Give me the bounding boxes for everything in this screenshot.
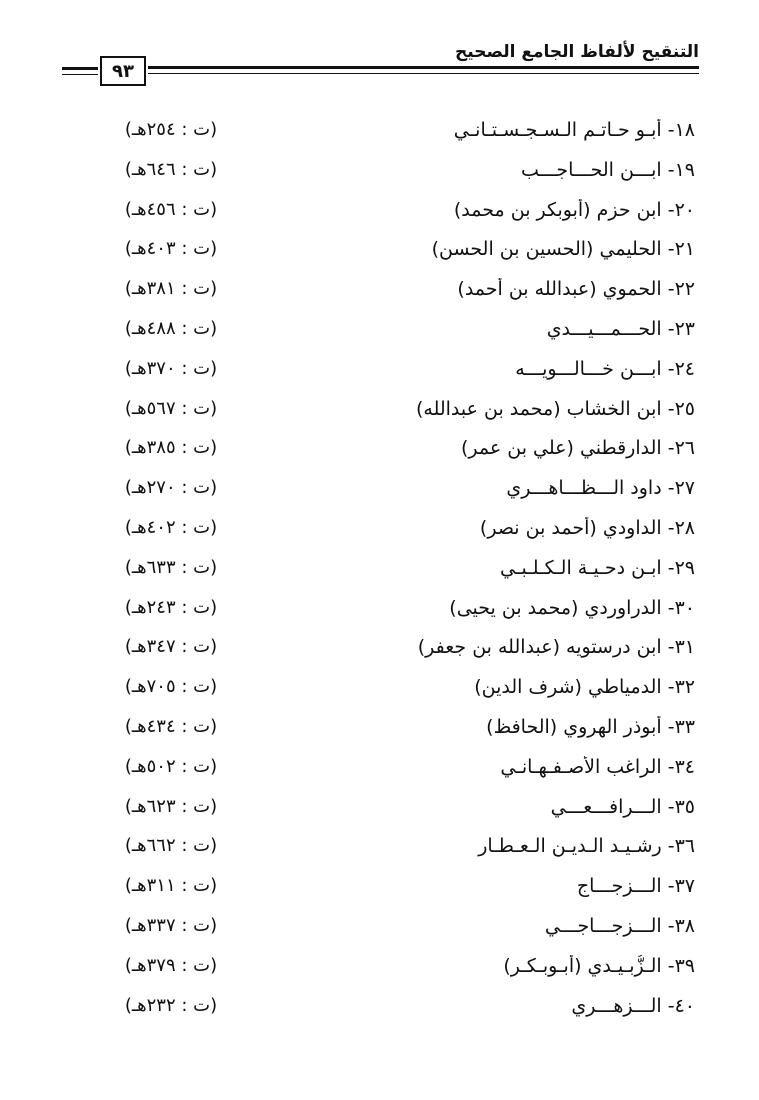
list-item bbox=[0, 551, 759, 591]
entry-name: ٢٨- الداودي (أحمد بن نصر) bbox=[479, 516, 695, 539]
entry-name: ٢١- الحليمي (الحسين بن الحسن) bbox=[431, 238, 695, 261]
list-item bbox=[0, 790, 759, 830]
entry-death-date: (ت : ٣٤٧هـ) bbox=[124, 636, 218, 658]
list-item bbox=[0, 591, 759, 631]
entry-death-date: (ت : ٢٧٠هـ) bbox=[124, 477, 218, 499]
entry-name: ٣٨- الـــزجـــاجـــي bbox=[544, 914, 695, 937]
entry-name: ٣٠- الدراوردي (محمد بن يحيى) bbox=[449, 596, 695, 619]
entry-death-date: (ت : ٤٠٢هـ) bbox=[124, 516, 218, 538]
entry-death-date: (ت : ٤٨٨هـ) bbox=[124, 317, 218, 339]
entry-name: ٣٧- الـــزجـــاج bbox=[576, 875, 695, 898]
entry-name: ٢٦- الدارقطني (علي بن عمر) bbox=[460, 437, 695, 460]
header-rule-left-thin bbox=[62, 74, 98, 75]
header-rule-thin bbox=[148, 73, 699, 74]
list-item bbox=[0, 750, 759, 790]
list-item bbox=[0, 511, 759, 551]
entry-death-date: (ت : ٣١١هـ) bbox=[124, 875, 218, 897]
list-item bbox=[0, 431, 759, 471]
list-item bbox=[0, 471, 759, 511]
list-item bbox=[0, 272, 759, 312]
entry-death-date: (ت : ٧٠٥هـ) bbox=[124, 676, 218, 698]
list-item bbox=[0, 392, 759, 432]
entry-name: ٢٤- ابـــن خـــالـــويـــه bbox=[515, 357, 695, 380]
entries-list bbox=[0, 113, 759, 1028]
entry-death-date: (ت : ٣٨٥هـ) bbox=[124, 437, 218, 459]
entry-death-date: (ت : ٥٦٧هـ) bbox=[124, 397, 218, 419]
entry-name: ٢٣- الحـــمـــيـــدي bbox=[546, 317, 695, 340]
list-item bbox=[0, 909, 759, 949]
list-item bbox=[0, 630, 759, 670]
list-item bbox=[0, 670, 759, 710]
entry-death-date: (ت : ٤٣٤هـ) bbox=[124, 715, 218, 737]
entry-death-date: (ت : ٣٣٧هـ) bbox=[124, 914, 218, 936]
entry-name: ٣١- ابن درستويه (عبدالله بن جعفر) bbox=[417, 636, 695, 659]
entry-name: ٣٣- أبوذر الهروي (الحافظ) bbox=[486, 715, 695, 738]
list-item bbox=[0, 312, 759, 352]
list-item bbox=[0, 710, 759, 750]
entry-death-date: (ت : ٦٤٦هـ) bbox=[124, 158, 218, 180]
entry-name: ٣٤- الراغب الأصـفـهـانـي bbox=[500, 755, 695, 778]
list-item bbox=[0, 113, 759, 153]
entry-name: ١٨- أبـو حـاتـم الـسـجـسـتـانـي bbox=[453, 119, 695, 141]
entry-name: ٣٢- الدمياطي (شرف الدين) bbox=[474, 676, 695, 699]
list-item bbox=[0, 869, 759, 909]
page-number: ٩٣ bbox=[100, 56, 146, 86]
list-item bbox=[0, 193, 759, 233]
entry-death-date: (ت : ٥٠٢هـ) bbox=[124, 755, 218, 777]
list-item bbox=[0, 829, 759, 869]
entry-death-date: (ت : ٤٠٣هـ) bbox=[124, 238, 218, 260]
list-item bbox=[0, 232, 759, 272]
entry-death-date: (ت : ٢٥٤هـ) bbox=[124, 119, 218, 140]
entry-name: ١٩- ابـــن الحـــاجـــب bbox=[520, 158, 695, 181]
entry-name: ٣٩- الـزُّبـيـدي (أبـوبـكـر) bbox=[503, 954, 695, 977]
entry-death-date: (ت : ٣٧٠هـ) bbox=[124, 357, 218, 379]
header-rule-left bbox=[62, 67, 98, 70]
entry-name: ٢٢- الحموي (عبدالله بن أحمد) bbox=[457, 278, 695, 301]
header-rule bbox=[148, 66, 699, 69]
entry-name: ٢٧- داود الـــظـــاهـــري bbox=[506, 477, 695, 500]
entry-death-date: (ت : ٤٥٦هـ) bbox=[124, 198, 218, 220]
entry-name: ٢٩- ابـن دحـيـة الـكـلـبـي bbox=[500, 556, 695, 579]
list-item bbox=[0, 352, 759, 392]
entry-death-date: (ت : ٦٢٣هـ) bbox=[124, 795, 218, 817]
entry-death-date: (ت : ٦٦٢هـ) bbox=[124, 835, 218, 857]
list-item bbox=[0, 949, 759, 989]
entry-name: ٢٥- ابن الخشاب (محمد بن عبدالله) bbox=[415, 397, 695, 420]
entry-name: ٢٠- ابن حزم (أبوبكر بن محمد) bbox=[453, 198, 695, 221]
entry-death-date: (ت : ٣٨١هـ) bbox=[124, 278, 218, 300]
entry-death-date: (ت : ٣٧٩هـ) bbox=[124, 954, 218, 976]
list-item bbox=[0, 989, 759, 1029]
list-item bbox=[0, 153, 759, 193]
entry-name: ٣٥- الـــرافـــعـــي bbox=[550, 795, 695, 818]
entry-death-date: (ت : ٢٤٣هـ) bbox=[124, 596, 218, 618]
entry-name: ٣٦- رشـيـد الـديـن الـعـطـار bbox=[478, 835, 695, 858]
entry-death-date: (ت : ٢٣٢هـ) bbox=[124, 994, 218, 1016]
entry-name: ٤٠- الـــزهـــري bbox=[571, 994, 695, 1017]
running-title: التنقيح لألفاظ الجامع الصحيح bbox=[455, 42, 699, 62]
entry-death-date: (ت : ٦٣٣هـ) bbox=[124, 556, 218, 578]
